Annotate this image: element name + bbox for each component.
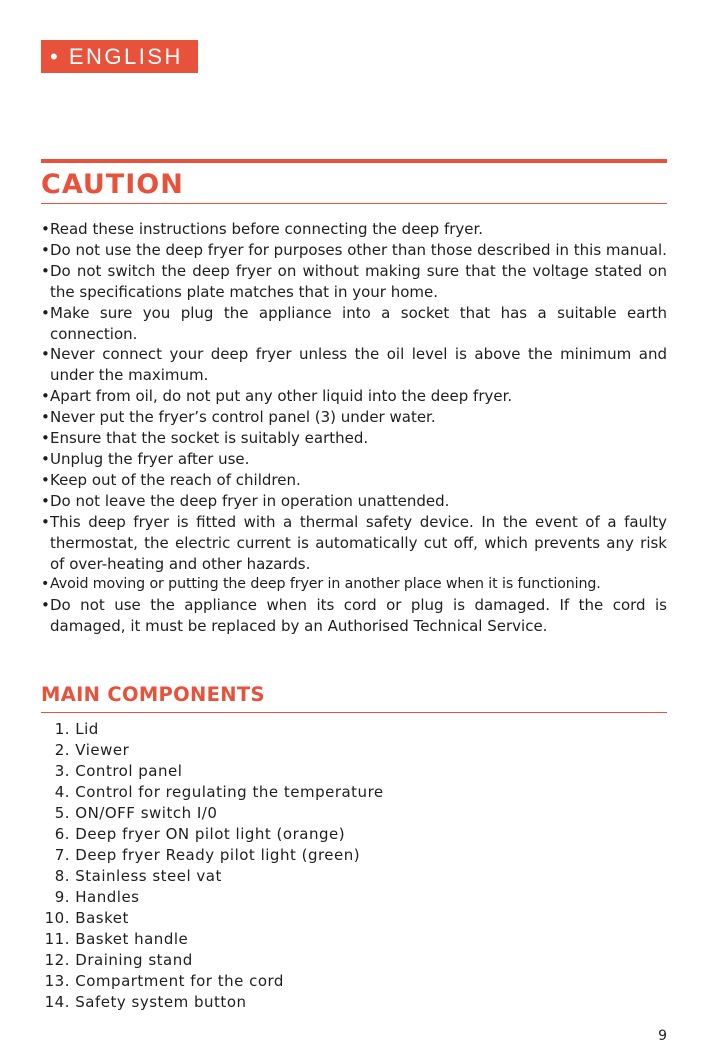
- caution-item: • Read these instructions before connecting the deep fryer.: [41, 219, 667, 240]
- caution-list: [41, 219, 667, 637]
- component-label: Handles: [75, 888, 140, 906]
- caution-item: • Make sure you plug the appliance into a socket that has a suitable earth connection.: [41, 303, 667, 345]
- component-item: [41, 866, 384, 887]
- component-number: 14.: [44, 993, 70, 1011]
- component-number: 9.: [54, 888, 70, 906]
- component-number: 12.: [44, 951, 70, 969]
- component-label: Deep fryer Ready pilot light (green): [75, 846, 361, 864]
- caution-item: • Never put the fryer’s control panel (3) under water.: [41, 407, 667, 428]
- component-number: 13.: [44, 972, 70, 990]
- component-item: [41, 887, 384, 908]
- component-label: ON/OFF switch I/0: [75, 804, 218, 822]
- component-number: 3.: [54, 762, 70, 780]
- components-title: MAIN COMPONENTS: [41, 683, 265, 706]
- page-number: 9: [658, 1028, 667, 1044]
- caution-underline: [41, 203, 667, 204]
- component-item: [41, 782, 384, 803]
- caution-item: • This deep fryer is fitted with a thermal safety device. In the event of a faulty thermostat, the electric current is automatically cut off, which prevents any risk of over-heating and other hazards.: [41, 512, 667, 575]
- component-label: Basket: [75, 909, 129, 927]
- component-item: [41, 845, 384, 866]
- language-tab: • ENGLISH: [41, 40, 198, 73]
- component-number: 1.: [54, 720, 70, 738]
- component-label: Control panel: [75, 762, 183, 780]
- components-list: [41, 719, 384, 1013]
- component-number: 10.: [44, 909, 70, 927]
- component-label: Control for regulating the temperature: [75, 783, 384, 801]
- component-label: Viewer: [75, 741, 130, 759]
- component-number: 2.: [54, 741, 70, 759]
- caution-item: • Do not leave the deep fryer in operation unattended.: [41, 491, 667, 512]
- component-item: [41, 740, 384, 761]
- component-item: [41, 971, 384, 992]
- component-number: 8.: [54, 867, 70, 885]
- component-item: [41, 719, 384, 740]
- component-item: [41, 803, 384, 824]
- component-label: Basket handle: [75, 930, 189, 948]
- component-item: [41, 908, 384, 929]
- component-item: [41, 950, 384, 971]
- caution-item: • Do not use the appliance when its cord or plug is damaged. If the cord is damaged, it must be replaced by an Authorised Technical Service.: [41, 595, 667, 637]
- caution-item: • Unplug the fryer after use.: [41, 449, 667, 470]
- component-label: Compartment for the cord: [75, 972, 284, 990]
- component-label: Safety system button: [75, 993, 247, 1011]
- component-item: [41, 929, 384, 950]
- component-item: [41, 992, 384, 1013]
- caution-top-rule: [41, 159, 667, 163]
- component-item: [41, 824, 384, 845]
- caution-item: • Never connect your deep fryer unless the oil level is above the minimum and under the maximum.: [41, 344, 667, 386]
- caution-item: • Ensure that the socket is suitably earthed.: [41, 428, 667, 449]
- component-number: 5.: [54, 804, 70, 822]
- caution-item: • Keep out of the reach of children.: [41, 470, 667, 491]
- components-underline: [41, 712, 667, 713]
- component-number: 4.: [54, 783, 70, 801]
- component-number: 11.: [44, 930, 70, 948]
- caution-item: • Apart from oil, do not put any other liquid into the deep fryer.: [41, 386, 667, 407]
- caution-item: • Do not switch the deep fryer on without making sure that the voltage stated on the specifications plate matches that in your home.: [41, 261, 667, 303]
- caution-title: CAUTION: [41, 169, 184, 200]
- component-label: Deep fryer ON pilot light (orange): [75, 825, 346, 843]
- caution-item: • Avoid moving or putting the deep fryer in another place when it is functioning.: [41, 574, 667, 595]
- component-item: [41, 761, 384, 782]
- component-number: 7.: [54, 846, 70, 864]
- component-label: Lid: [75, 720, 99, 738]
- component-label: Draining stand: [75, 951, 193, 969]
- component-label: Stainless steel vat: [75, 867, 222, 885]
- component-number: 6.: [54, 825, 70, 843]
- caution-item: • Do not use the deep fryer for purposes other than those described in this manual.: [41, 240, 667, 261]
